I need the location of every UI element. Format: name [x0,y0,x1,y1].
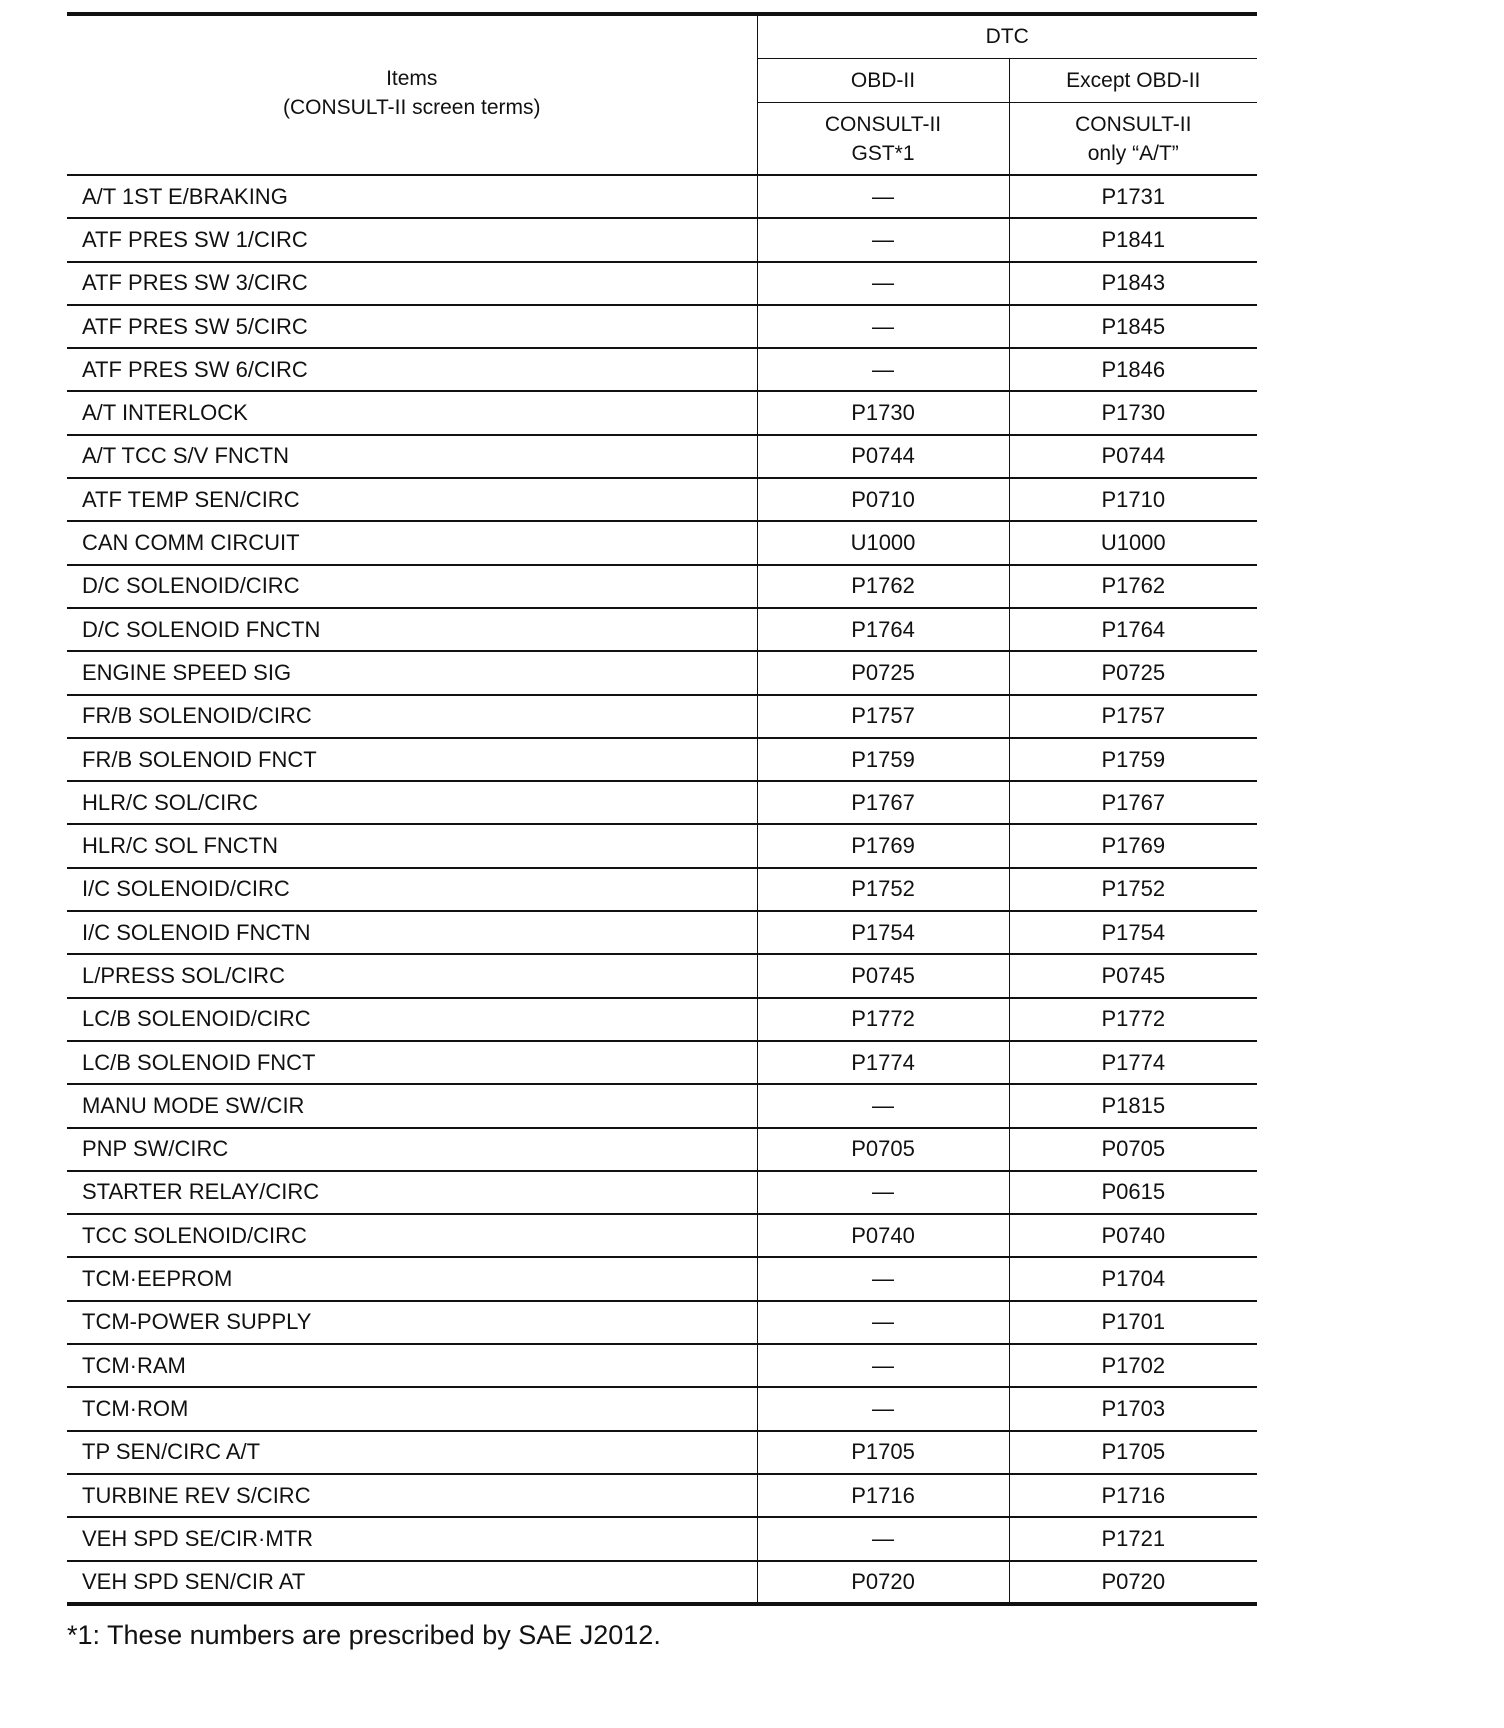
except-code-cell: P1759 [1009,738,1257,781]
except-code-cell: P1705 [1009,1431,1257,1474]
obd-code-cell: — [757,1517,1009,1560]
except-code-cell: P1731 [1009,175,1257,218]
table-row [67,1257,1257,1300]
footnote: *1: These numbers are prescribed by SAE J2012. [67,1620,661,1650]
obd-code-cell: P1705 [757,1431,1009,1474]
table-row [67,1344,1257,1387]
item-cell: ATF PRES SW 5/CIRC [67,305,757,348]
table-row [67,1561,1257,1604]
header-dtc: DTC [757,14,1257,59]
except-code-cell: P0744 [1009,435,1257,478]
obd-code-cell: P0725 [757,651,1009,694]
item-cell: TURBINE REV S/CIRC [67,1474,757,1517]
table-row [67,738,1257,781]
obd-code-cell: — [757,1171,1009,1214]
item-cell: LC/B SOLENOID FNCT [67,1041,757,1084]
item-cell: A/T 1ST E/BRAKING [67,175,757,218]
item-cell: HLR/C SOL FNCTN [67,824,757,867]
obd-code-cell: P0740 [757,1214,1009,1257]
except-code-cell: P1730 [1009,391,1257,434]
item-cell: FR/B SOLENOID/CIRC [67,695,757,738]
table-row [67,1041,1257,1084]
obd-code-cell: — [757,1344,1009,1387]
except-code-cell: P0720 [1009,1561,1257,1604]
except-code-cell: P1702 [1009,1344,1257,1387]
except-code-cell: P1846 [1009,348,1257,391]
except-code-cell: P1701 [1009,1301,1257,1344]
table-row [67,608,1257,651]
dtc-table [67,12,1257,1606]
except-code-cell: P1841 [1009,218,1257,261]
item-cell: MANU MODE SW/CIR [67,1084,757,1127]
obd-code-cell: P0710 [757,478,1009,521]
obd-code-cell: U1000 [757,521,1009,564]
obd-code-cell: — [757,348,1009,391]
obd-code-cell: P1716 [757,1474,1009,1517]
obd-code-cell: P1764 [757,608,1009,651]
item-cell: ATF PRES SW 6/CIRC [67,348,757,391]
table-row [67,954,1257,997]
table-row [67,348,1257,391]
table-row [67,391,1257,434]
table-row [67,1474,1257,1517]
item-cell: D/C SOLENOID FNCTN [67,608,757,651]
obd-code-cell: P1774 [757,1041,1009,1084]
item-cell: STARTER RELAY/CIRC [67,1171,757,1214]
table-row [67,305,1257,348]
table-row [67,1171,1257,1214]
except-code-cell: P1703 [1009,1387,1257,1430]
except-code-cell: P1815 [1009,1084,1257,1127]
table-row [67,781,1257,824]
except-code-cell: P1845 [1009,305,1257,348]
table-row [67,651,1257,694]
obd-code-cell: — [757,1387,1009,1430]
except-code-cell: P0705 [1009,1128,1257,1171]
table-row [67,218,1257,261]
table-row [67,262,1257,305]
item-cell: TCM·EEPROM [67,1257,757,1300]
except-code-cell: P0615 [1009,1171,1257,1214]
except-code-cell: P1767 [1009,781,1257,824]
except-code-cell: P1710 [1009,478,1257,521]
except-code-cell: P1704 [1009,1257,1257,1300]
item-cell: VEH SPD SE/CIR·MTR [67,1517,757,1560]
table-body [67,175,1257,1604]
table-row [67,1301,1257,1344]
item-cell: TCC SOLENOID/CIRC [67,1214,757,1257]
obd-code-cell: P1752 [757,868,1009,911]
obd-code-cell: P0720 [757,1561,1009,1604]
table-row [67,824,1257,867]
except-code-cell: P1752 [1009,868,1257,911]
obd-code-cell: — [757,1301,1009,1344]
item-cell: VEH SPD SEN/CIR AT [67,1561,757,1604]
table-row [67,1214,1257,1257]
table-row [67,478,1257,521]
obd-code-cell: P0745 [757,954,1009,997]
except-code-cell: P1772 [1009,998,1257,1041]
except-code-cell: P0725 [1009,651,1257,694]
table-row [67,1387,1257,1430]
obd-code-cell: P1757 [757,695,1009,738]
table-row [67,1128,1257,1171]
item-cell: A/T TCC S/V FNCTN [67,435,757,478]
except-code-cell: P1843 [1009,262,1257,305]
table-row [67,911,1257,954]
except-code-cell: P1764 [1009,608,1257,651]
item-cell: I/C SOLENOID/CIRC [67,868,757,911]
item-cell: ATF TEMP SEN/CIRC [67,478,757,521]
item-cell: ATF PRES SW 1/CIRC [67,218,757,261]
obd-code-cell: P1762 [757,565,1009,608]
table-row [67,1517,1257,1560]
table-header [67,14,1257,175]
except-code-cell: P1769 [1009,824,1257,867]
header-items: Items (CONSULT-II screen terms) [67,14,757,175]
except-code-cell: P1762 [1009,565,1257,608]
table-row [67,695,1257,738]
table-row [67,1084,1257,1127]
obd-code-cell: P1767 [757,781,1009,824]
except-code-cell: P1721 [1009,1517,1257,1560]
obd-code-cell: P1772 [757,998,1009,1041]
table-row [67,521,1257,564]
except-code-cell: P1754 [1009,911,1257,954]
item-cell: ATF PRES SW 3/CIRC [67,262,757,305]
table-row [67,1431,1257,1474]
obd-code-cell: — [757,1084,1009,1127]
obd-code-cell: P1759 [757,738,1009,781]
header-except-obd: Except OBD-II [1009,59,1257,103]
except-code-cell: P1757 [1009,695,1257,738]
obd-code-cell: — [757,1257,1009,1300]
obd-code-cell: P0744 [757,435,1009,478]
header-except-tool: CONSULT-II only “A/T” [1009,103,1257,176]
item-cell: HLR/C SOL/CIRC [67,781,757,824]
obd-code-cell: P1769 [757,824,1009,867]
table-row [67,175,1257,218]
item-cell: TCM·ROM [67,1387,757,1430]
table-row [67,565,1257,608]
except-code-cell: P1716 [1009,1474,1257,1517]
item-cell: A/T INTERLOCK [67,391,757,434]
obd-code-cell: — [757,262,1009,305]
item-cell: LC/B SOLENOID/CIRC [67,998,757,1041]
obd-code-cell: P0705 [757,1128,1009,1171]
except-code-cell: U1000 [1009,521,1257,564]
header-obd-tool: CONSULT-II GST*1 [757,103,1009,176]
obd-code-cell: — [757,175,1009,218]
except-code-cell: P0740 [1009,1214,1257,1257]
obd-code-cell: — [757,305,1009,348]
item-cell: CAN COMM CIRCUIT [67,521,757,564]
item-cell: L/PRESS SOL/CIRC [67,954,757,997]
item-cell: PNP SW/CIRC [67,1128,757,1171]
item-cell: D/C SOLENOID/CIRC [67,565,757,608]
except-code-cell: P0745 [1009,954,1257,997]
item-cell: TP SEN/CIRC A/T [67,1431,757,1474]
table-row [67,868,1257,911]
table-row [67,998,1257,1041]
obd-code-cell: P1730 [757,391,1009,434]
item-cell: FR/B SOLENOID FNCT [67,738,757,781]
item-cell: I/C SOLENOID FNCTN [67,911,757,954]
header-obd: OBD-II [757,59,1009,103]
item-cell: TCM-POWER SUPPLY [67,1301,757,1344]
obd-code-cell: P1754 [757,911,1009,954]
item-cell: TCM·RAM [67,1344,757,1387]
except-code-cell: P1774 [1009,1041,1257,1084]
obd-code-cell: — [757,218,1009,261]
table-row [67,435,1257,478]
item-cell: ENGINE SPEED SIG [67,651,757,694]
